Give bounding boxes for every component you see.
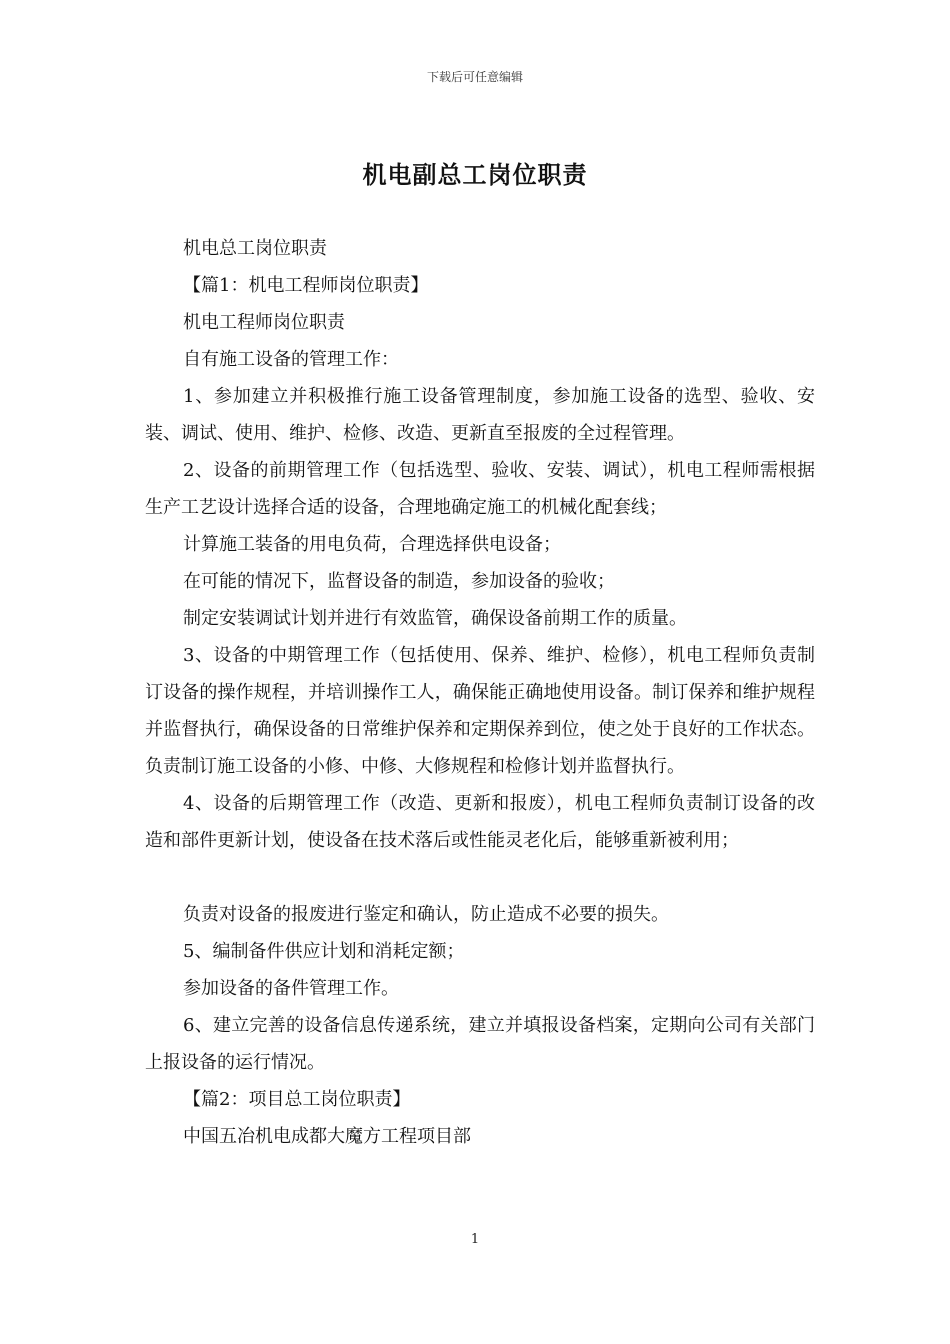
paragraph-gap (145, 859, 815, 896)
paragraph: 1、参加建立并积极推行施工设备管理制度，参加施工设备的选型、验收、安装、调试、使用、维护、检修、改造、更新直至报废的全过程管理。 (145, 386, 815, 444)
document-title: 机电副总工岗位职责 (362, 160, 588, 189)
paragraph: 中国五冶机电成都大魔方工程项目部 (183, 1126, 471, 1147)
paragraph: 计算施工装备的用电负荷，合理选择供电设备； (183, 534, 561, 555)
paragraph: 5、编制备件供应计划和消耗定额； (183, 941, 465, 962)
paragraph: 制定安装调试计划并进行有效监管，确保设备前期工作的质量。 (183, 608, 687, 629)
paragraph: 6、建立完善的设备信息传递系统，建立并填报设备档案，定期向公司有关部门上报设备的运行情况。 (145, 1015, 815, 1073)
paragraph: 参加设备的备件管理工作。 (183, 978, 399, 999)
document-body (145, 230, 815, 1155)
paragraph: 4、设备的后期管理工作（改造、更新和报废），机电工程师负责制订设备的改造和部件更新计划，使设备在技术落后或性能灵老化后，能够重新被利用； (145, 793, 815, 851)
section-heading: 【篇2：项目总工岗位职责】 (183, 1089, 411, 1110)
section-heading: 【篇1：机电工程师岗位职责】 (183, 275, 429, 296)
paragraph: 负责对设备的报废进行鉴定和确认，防止造成不必要的损失。 (183, 904, 669, 925)
paragraph: 2、设备的前期管理工作（包括选型、验收、安装、调试），机电工程师需根据生产工艺设计选择合适的设备，合理地确定施工的机械化配套线； (145, 460, 815, 518)
paragraph: 机电总工岗位职责 (183, 238, 327, 259)
paragraph: 3、设备的中期管理工作（包括使用、保养、维护、检修），机电工程师负责制订设备的操作规程，并培训操作工人，确保能正确地使用设备。制订保养和维护规程并监督执行，确保设备的日常维护保养和定期保养到位，使之处于良好的工作状态。负责制订施工设备的小修、中修、大修规程和检修计划并监督执行。 (145, 645, 815, 777)
page-number: 1 (470, 1232, 480, 1247)
header-note: 下载后可任意编辑 (426, 70, 523, 84)
paragraph: 在可能的情况下，监督设备的制造，参加设备的验收； (183, 571, 615, 592)
paragraph: 机电工程师岗位职责 (183, 312, 345, 333)
paragraph: 自有施工设备的管理工作： (183, 349, 399, 370)
